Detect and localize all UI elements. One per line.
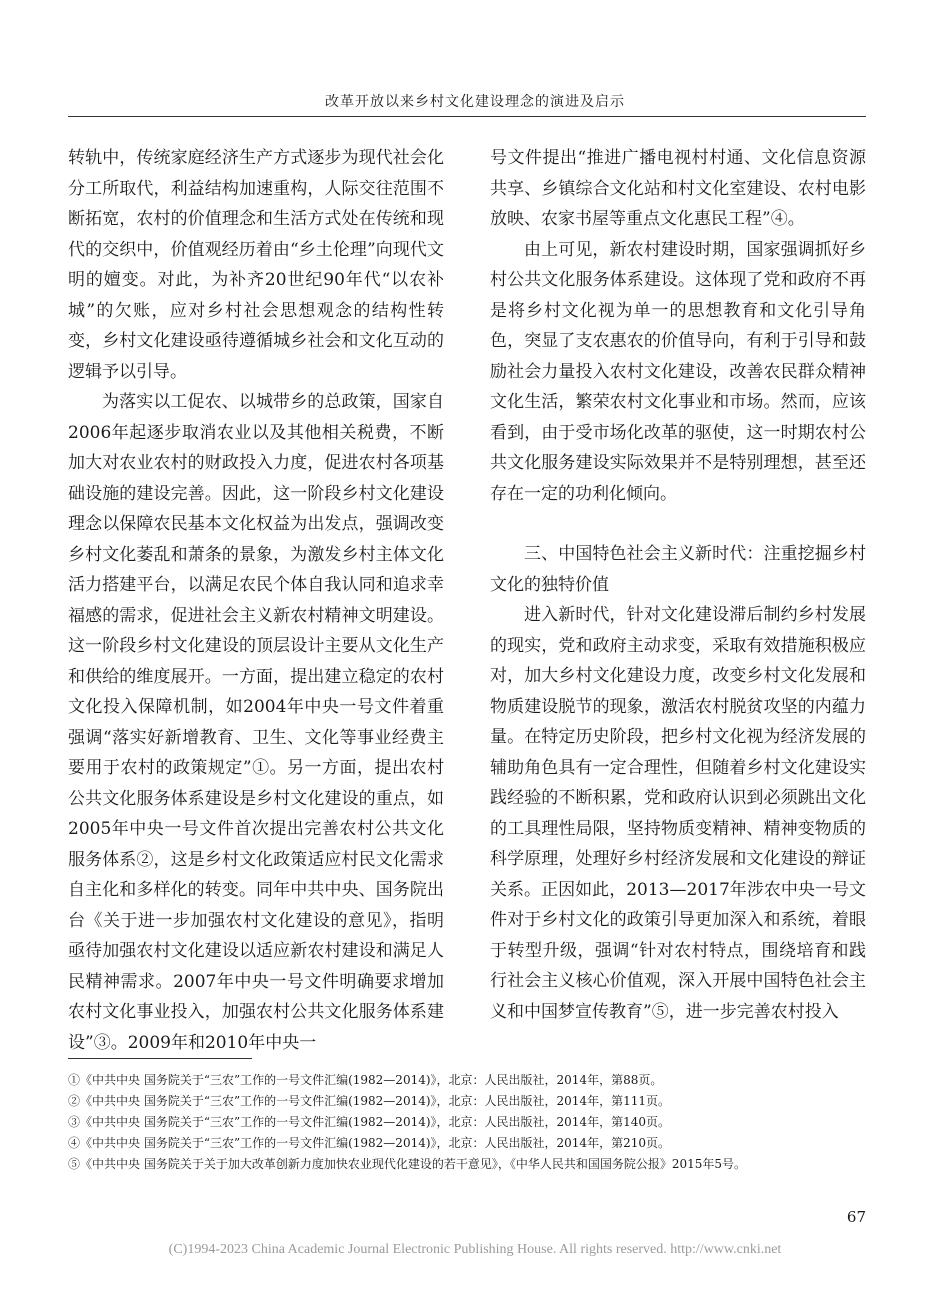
footnote-rule	[68, 1058, 252, 1059]
page-number: 67	[846, 1208, 866, 1226]
section-heading: 三、中国特色社会主义新时代：注重挖掘乡村文化的独特价值	[490, 544, 866, 595]
running-header: 改革开放以来乡村文化建设理念的演进及启示	[325, 94, 625, 110]
paragraph: 由上可见，新农村建设时期，国家强调抓好乡村公共文化服务体系建设。这体现了党和政府不再是将乡村文化视为单一的思想教育和文化引导角色，突显了支农惠农的价值导向，有利于引导和鼓励社会力量投入农村文化建设，改善农民群众精神文化生活，繁荣农村文化事业和市场。然而，应该看到，由于受市场化改革的驱使，这一时期农村公共文化服务建设实际效果并不是特别理想，甚至还存在一定的功利化倾向。	[490, 239, 866, 504]
paragraph-continued: 号文件提出“推进广播电视村村通、文化信息资源共享、乡镇综合文化站和村文化室建设、农村电影放映、农家书屋等重点文化惠民工程”④。	[490, 148, 866, 229]
footnote: ③《中共中央 国务院关于“三农”工作的一号文件汇编(1982—2014)》，北京：人民出版社，2014年，第140页。	[68, 1115, 670, 1129]
footnote: ②《中共中央 国务院关于“三农”工作的一号文件汇编(1982—2014)》，北京：人民出版社，2014年，第111页。	[68, 1094, 670, 1108]
paragraph: 为落实以工促农、以城带乡的总政策，国家自2006年起逐步取消农业以及其他相关税费，不断加大对农业农村的财政投入力度，促进农村各项基础设施的建设完善。因此，这一阶段乡村文化建设理念以保障农民基本文化权益为出发点，强调改变乡村文化萎乱和萧条的景象，为激发乡村主体文化活力搭建平台，以满足农民个体自我认同和追求幸福感的需求，促进社会主义新农村精神文明建设。这一阶段乡村文化建设的顶层设计主要从文化生产和供给的维度展开。一方面，提出建立稳定的农村文化投入保障机制，如2004年中央一号文件着重强调“落实好新增教育、卫生、文化等事业经费主要用于农村的政策规定”①。另一方面，提出农村公共文化服务体系建设是乡村文化建设的重点，如2005年中央一号文件首次提出完善农村公共文化服务体系②，这是乡村文化政策适应村民文化需求自主化和多样化的转变。同年中共中央、国务院出台《关于进一步加强农村文化建设的意见》，指明亟待加强农村文化建设以适应新农村建设和满足人民精神需求。2007年中央一号文件明确要求增加农村文化事业投入，加强农村公共文化服务体系建设”③。2009年和2010年中央一	[68, 392, 444, 1053]
right-column	[490, 143, 866, 1027]
footnotes	[68, 1070, 868, 1175]
copyright-watermark: (C)1994-2023 China Academic Journal Electronic Publishing House. All rights reserved. http://www.cnki.net	[168, 1242, 782, 1257]
section-spacer	[490, 509, 866, 539]
paragraph: 进入新时代，针对文化建设滞后制约乡村发展的现实，党和政府主动求变，采取有效措施积极应对，加大乡村文化建设力度，改变乡村文化发展和物质建设脱节的现象，激活农村脱贫攻坚的内蕴力量。在特定历史阶段，把乡村文化视为经济发展的辅助角色具有一定合理性，但随着乡村文化建设实践经验的不断积累，党和政府认识到必须跳出文化的工具理性局限，坚持物质变精神、精神变物质的科学原理，处理好乡村经济发展和文化建设的辩证关系。正因如此，2013—2017年涉农中央一号文件对于乡村文化的政策引导更加深入和系统，着眼于转型升级，强调“针对农村特点，围绕培育和践行社会主义核心价值观，深入开展中国特色社会主义和中国梦宣传教育”⑤，进一步完善农村投入	[490, 605, 866, 1022]
footnote: ⑤《中共中央 国务院关于关于加大改革创新力度加快农业现代化建设的若干意见》，《中华人民共和国国务院公报》2015年5号。	[68, 1157, 746, 1171]
header-rule	[68, 116, 866, 117]
footnote: ①《中共中央 国务院关于“三农”工作的一号文件汇编(1982—2014)》，北京：人民出版社，2014年，第88页。	[68, 1073, 663, 1087]
paragraph-continued: 转轨中，传统家庭经济生产方式逐步为现代社会化分工所取代，利益结构加速重构，人际交往范围不断拓宽，农村的价值理念和生活方式处在传统和现代的交织中，价值观经历着由“乡土伦理”向现代文明的嬗变。对此，为补齐20世纪90年代“以农补城”的欠账，应对乡村社会思想观念的结构性转变，乡村文化建设亟待遵循城乡社会和文化互动的逻辑予以引导。	[68, 148, 444, 382]
footnote: ④《中共中央 国务院关于“三农”工作的一号文件汇编(1982—2014)》，北京：人民出版社，2014年，第210页。	[68, 1136, 670, 1150]
left-column	[68, 143, 444, 1058]
